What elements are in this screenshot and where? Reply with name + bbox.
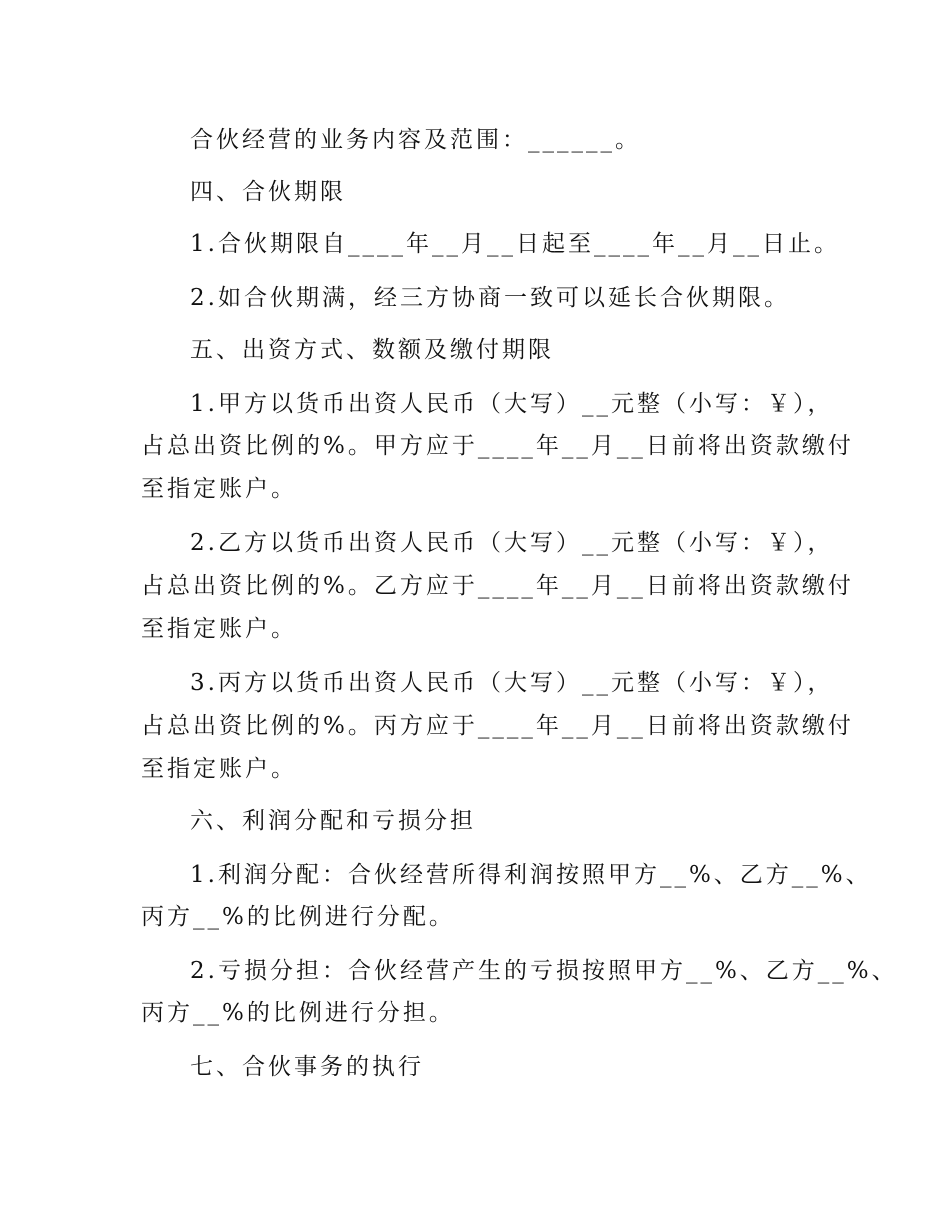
contribution-c-line-1: 3.丙方以货币出资人民币（大写）__元整（小写：￥），	[190, 670, 834, 696]
contribution-a-line-3: 至指定账户。	[141, 476, 297, 502]
contribution-a-line-1: 1.甲方以货币出资人民币（大写）__元整（小写：￥），	[190, 391, 834, 417]
contribution-b-line-2: 占总出资比例的%。乙方应于____年__月__日前将出资款缴付	[141, 573, 854, 599]
contribution-b-line-3: 至指定账户。	[141, 616, 297, 642]
section-5-heading: 五、出资方式、数额及缴付期限	[190, 337, 554, 363]
term-clause-1: 1.合伙期限自____年__月__日起至____年__月__日止。	[190, 231, 840, 257]
loss-clause-line-2: 丙方__%的比例进行分担。	[141, 1000, 455, 1026]
contribution-c-line-2: 占总出资比例的%。丙方应于____年__月__日前将出资款缴付	[141, 713, 854, 739]
profit-clause-line-1: 1.利润分配：合伙经营所得利润按照甲方__%、乙方__%、	[190, 862, 872, 888]
section-6-heading: 六、利润分配和亏损分担	[190, 808, 476, 834]
term-clause-2: 2.如合伙期满，经三方协商一致可以延长合伙期限。	[190, 285, 790, 311]
contribution-b-line-1: 2.乙方以货币出资人民币（大写）__元整（小写：￥），	[190, 530, 834, 556]
profit-clause-line-2: 丙方__%的比例进行分配。	[141, 904, 455, 930]
contribution-c-line-3: 至指定账户。	[141, 756, 297, 782]
section-4-heading: 四、合伙期限	[190, 179, 346, 205]
contribution-a-line-2: 占总出资比例的%。甲方应于____年__月__日前将出资款缴付	[141, 433, 854, 459]
loss-clause-line-1: 2.亏损分担：合伙经营产生的亏损按照甲方__%、乙方__%、	[190, 958, 898, 984]
business-scope-line: 合伙经营的业务内容及范围：______。	[190, 127, 641, 153]
section-7-heading: 七、合伙事务的执行	[190, 1054, 424, 1080]
